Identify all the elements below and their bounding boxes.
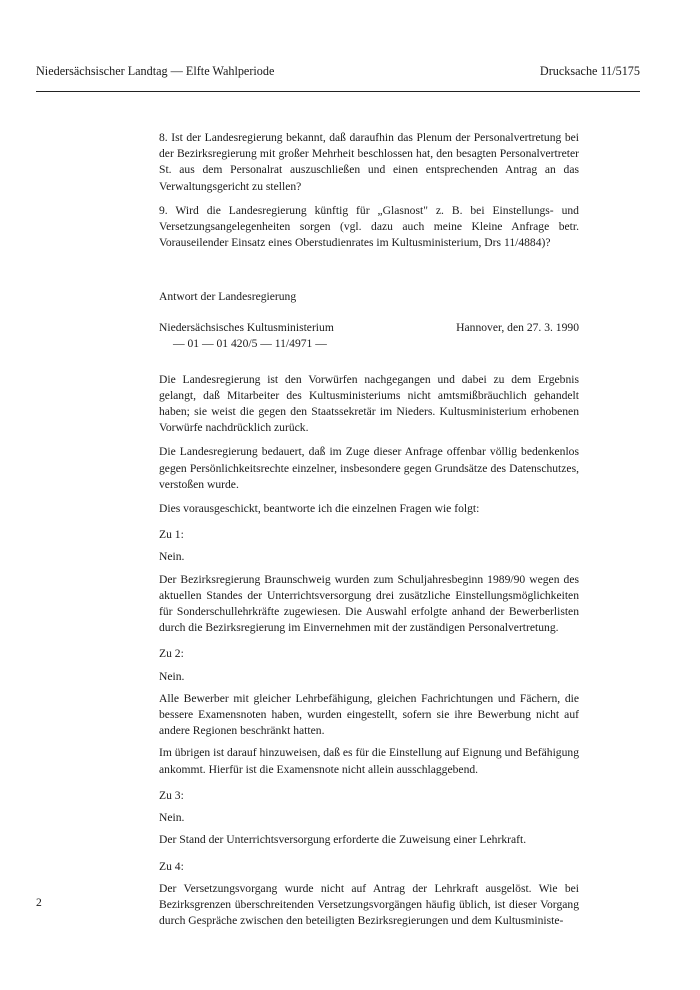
header-title: Niedersächsischer Landtag — Elfte Wahlperiode (36, 64, 275, 78)
page-header (36, 64, 640, 80)
reference-number: — 01 — 01 420/5 — 11/4971 — (173, 336, 327, 350)
letter-date: Hannover, den 27. 3. 1990 (456, 320, 579, 334)
page-number: 2 (36, 896, 42, 909)
header-rule (36, 91, 640, 92)
intro-paragraph: Die Landesregierung ist den Vorwürfen nachgegangen und dabei zu dem Ergebnis gelangt, daß Mitarbeiter des Kultusministeriums nicht amtsmißbräuchlich gehandelt haben; sie weist die gegen den Staatssekretär im Nieders. Kultusministerium erhobenen Vorwürfe nachdrücklich zurück. (159, 372, 579, 435)
answer-paragraph: Alle Bewerber mit gleicher Lehrbefähigung, gleichen Fachrichtungen und Fächern, die bessere Examensnoten haben, wurden eingestellt, sofern sie ihre Bewerbung nicht auf andere Regionen beschränkt hatten. (159, 691, 579, 738)
document-body (159, 130, 579, 929)
answer-heading: Antwort der Landesregierung (159, 290, 297, 304)
answer-paragraph: Der Stand der Unterrichtsversorgung erforderte die Zuweisung einer Lehrkraft. (159, 833, 527, 847)
answer-paragraph: Nein. (159, 669, 185, 683)
question-9 (159, 203, 579, 252)
question-text: Wird die Landesregierung künftig für „Glasnost" z. B. bei Einstellungs- und Versetzungsangelegenheiten sorgen (vgl. dazu auch meine Kleine Anfrage betr. Vorauseilender Einsatz eines Oberstudienrates im Kultusministerium, Drs 11/4884)? (159, 203, 579, 250)
answer-paragraph: Der Bezirksregierung Braunschweig wurden zum Schuljahresbeginn 1989/90 wegen des aktuellen Standes der Unterrichtsversorgung drei zusätzliche Einstellungsmöglichkeiten für Sonderschullehrkräfte zugewiesen. Die Auswahl erfolgte anhand der Bewerberlisten durch die Bezirksregierung im Einvernehmen mit der zuständigen Personalvertretung. (159, 572, 579, 635)
answer-paragraph: Der Versetzungsvorgang wurde nicht auf Antrag der Lehrkraft ausgelöst. Wie bei Bezirksgrenzen überschreitenden Versetzungsvorgängen häufig üblich, ist dieser Vorgang durch Gespräche zwischen den beteiligten Bezirksregierungen und dem Kultusministe- (159, 881, 579, 928)
answer-label: Zu 1: (159, 528, 184, 542)
intro-paragraph: Dies vorausgeschickt, beantworte ich die einzelnen Fragen wie folgt: (159, 502, 480, 516)
sender-block (159, 320, 579, 360)
answer-paragraph: Im übrigen ist darauf hinzuweisen, daß es für die Einstellung auf Eignung und Befähigung ankommt. Hierfür ist die Examensnote nicht allein ausschlaggebend. (159, 746, 579, 776)
question-number: 9. (159, 203, 168, 217)
answer-label: Zu 4: (159, 859, 184, 873)
question-text: Ist der Landesregierung bekannt, daß daraufhin das Plenum der Personalvertretung bei der Bezirksregierung mit großer Mehrheit beschlossen hat, den besagten Personalvertreter St. aus dem Personalrat auszuschließen und einen entsprechenden Antrag an das Verwaltungsgericht zu stellen? (159, 131, 579, 193)
question-number: 8. (159, 131, 168, 144)
intro-paragraph: Die Landesregierung bedauert, daß im Zuge dieser Anfrage offenbar völlig bedenkenlos gegen Persönlichkeitsrechte einzelner, insbesondere gegen Grundsätze des Datenschutzes, verstoßen wurde. (159, 445, 579, 491)
sender-organization: Niedersächsisches Kultusministerium (159, 320, 334, 334)
header-document-number: Drucksache 11/5175 (539, 64, 640, 78)
answer-label: Zu 3: (159, 788, 184, 802)
answer-paragraph: Nein. (159, 550, 185, 564)
question-8 (159, 130, 579, 195)
answer-label: Zu 2: (159, 647, 184, 661)
answer-paragraph: Nein. (159, 811, 185, 825)
